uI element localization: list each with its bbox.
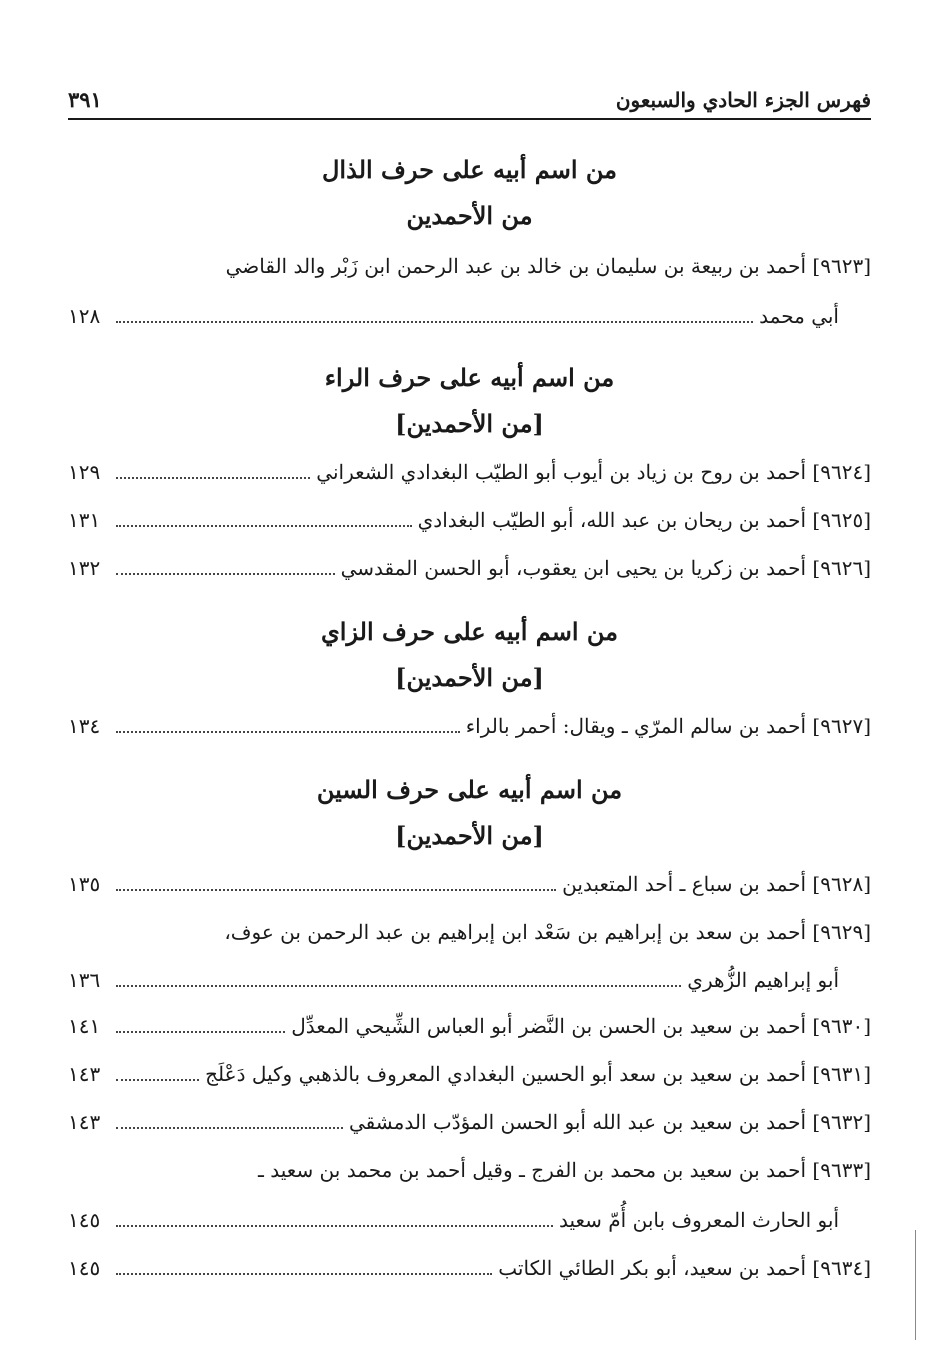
entry-text: [٩٦٣١] أحمد بن سعيد بن سعد أبو الحسين البغدادي المعروف بالذهبي وكيل دَعْلَج	[205, 1062, 871, 1086]
entry-page-number: ١٣٦	[68, 968, 101, 992]
entry-text: [٩٦٢٦] أحمد بن زكريا بن يحيى ابن يعقوب، أبو الحسن المقدسي	[340, 556, 871, 580]
section-subheading: [من الأحمدين]	[395, 663, 544, 692]
entry-text: أبي محمد	[759, 304, 839, 328]
section-subheading: من الأحمدين	[406, 201, 533, 230]
entry-page-number: ١٤٣	[68, 1062, 101, 1086]
dot-leader	[116, 1127, 343, 1129]
dot-leader	[116, 1225, 553, 1227]
entry-text: [٩٦٢٥] أحمد بن ريحان بن عبد الله، أبو الطيّب البغدادي	[417, 508, 871, 532]
entry-page-number: ١٣٢	[68, 556, 101, 580]
entry-page-number: ١٢٨	[68, 304, 101, 328]
entry-text: [٩٦٢٨] أحمد بن سباع ـ أحد المتعبدين	[562, 872, 871, 896]
index-entry	[68, 498, 871, 542]
running-header	[68, 84, 871, 120]
dot-leader	[116, 1031, 285, 1033]
index-entry	[68, 704, 871, 748]
index-entry	[68, 244, 871, 288]
index-entry	[68, 1148, 871, 1192]
entry-text: [٩٦٢٩] أحمد بن سعد بن إبراهيم بن سَعْد ابن إبراهيم بن عبد الرحمن بن عوف،	[224, 920, 871, 944]
entry-text: [٩٦٣٣] أحمد بن سعيد بن محمد بن الفرج ـ وقيل أحمد بن محمد بن سعيد ـ	[258, 1158, 871, 1182]
section-subheading: [من الأحمدين]	[395, 821, 544, 850]
section-heading: من اسم أبيه على حرف الذال	[321, 155, 618, 184]
index-entry	[68, 546, 871, 590]
index-entry-continuation	[68, 1198, 871, 1242]
entry-text: [٩٦٢٤] أحمد بن روح بن زياد بن أيوب أبو الطيّب البغدادي الشعراني	[316, 460, 871, 484]
section-subheading: [من الأحمدين]	[395, 409, 544, 438]
index-entry	[68, 1246, 871, 1290]
entry-text: أبو الحارث المعروف بابن أُمّ سعيد	[559, 1208, 839, 1232]
dot-leader	[116, 573, 335, 575]
entry-page-number: ١٣٥	[68, 872, 101, 896]
entry-page-number: ١٤٥	[68, 1208, 101, 1232]
dot-leader	[116, 985, 681, 987]
section-heading: من اسم أبيه على حرف الزاي	[320, 617, 618, 646]
entry-page-number: ١٣١	[68, 508, 101, 532]
entry-page-number: ١٣٤	[68, 714, 101, 738]
index-entry-continuation	[68, 294, 871, 338]
entry-text: [٩٦٢٧] أحمد بن سالم المرّي ـ ويقال: أحمر بالراء	[465, 714, 871, 738]
dot-leader	[116, 477, 310, 479]
dot-leader	[116, 525, 412, 527]
index-entry-continuation	[68, 958, 871, 1002]
index-entry	[68, 450, 871, 494]
index-entry	[68, 1052, 871, 1096]
dot-leader	[116, 321, 753, 323]
entry-text: [٩٦٢٣] أحمد بن ربيعة بن سليمان بن خالد بن عبد الرحمن ابن زَبْر والد القاضي	[225, 254, 871, 278]
dot-leader	[116, 731, 460, 733]
entry-page-number: ١٢٩	[68, 460, 101, 484]
index-entry	[68, 1004, 871, 1048]
scan-edge-line	[915, 1230, 916, 1340]
index-entry	[68, 1100, 871, 1144]
entry-page-number: ١٤٣	[68, 1110, 101, 1134]
header-title: فهرس الجزء الحادي والسبعون	[615, 88, 871, 112]
entry-text: [٩٦٣٠] أحمد بن سعيد بن الحسن بن النَّضر أبو العباس الشِّيحي المعدِّل	[291, 1014, 871, 1038]
index-entry	[68, 910, 871, 954]
entry-page-number: ١٤٥	[68, 1256, 101, 1280]
section-heading: من اسم أبيه على حرف السين	[316, 775, 623, 804]
entry-text: [٩٦٣٤] أحمد بن سعيد، أبو بكر الطائي الكاتب	[498, 1256, 871, 1280]
dot-leader	[116, 889, 556, 891]
section-heading: من اسم أبيه على حرف الراء	[324, 363, 615, 392]
page-number: ٣٩١	[68, 87, 102, 112]
entry-text: أبو إبراهيم الزُّهري	[687, 968, 839, 992]
entry-page-number: ١٤١	[68, 1014, 101, 1038]
dot-leader	[116, 1079, 199, 1081]
dot-leader	[116, 1273, 492, 1275]
entry-text: [٩٦٣٢] أحمد بن سعيد بن عبد الله أبو الحسن المؤدّب الدمشقي	[349, 1110, 871, 1134]
index-entry	[68, 862, 871, 906]
